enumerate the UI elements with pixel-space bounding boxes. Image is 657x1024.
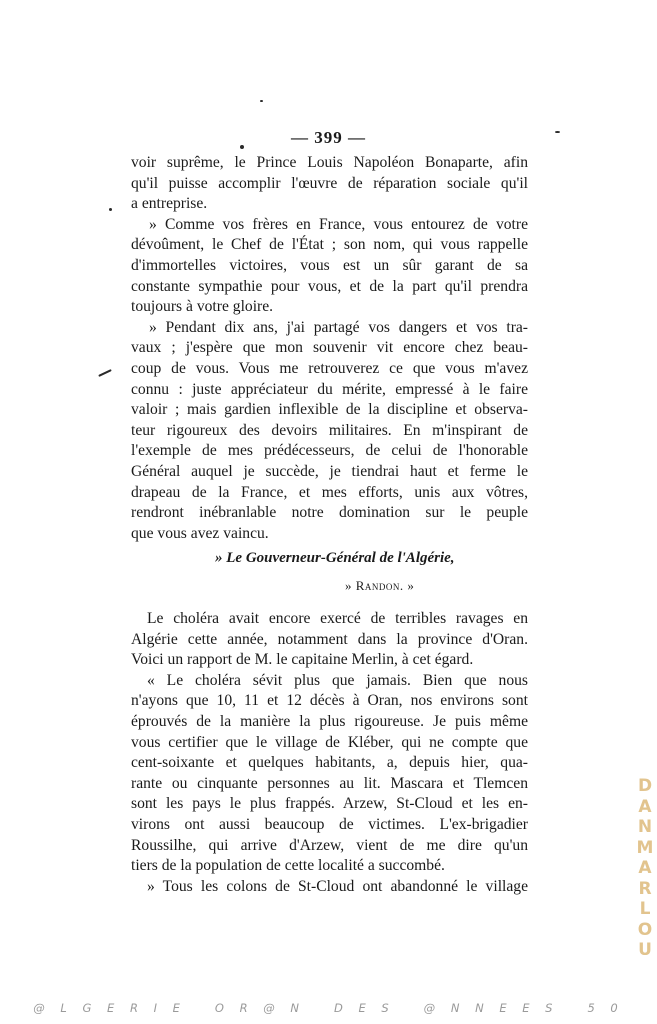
watermark-letter: R (638, 878, 652, 899)
text-line: a entreprise. (131, 195, 208, 213)
text-line: drapeau de la France, et mes efforts, unis aux vôtres, (131, 483, 528, 501)
text-line: constante sympathie pour vous, et de la part qu'il prendra (131, 277, 528, 295)
text-line: Général auquel je succède, je tiendrai haut et ferme le (131, 462, 528, 480)
text-line: l'exemple de mes prédécesseurs, de celui de l'honorable (131, 442, 528, 460)
text-line: rendront inébranlable notre domination sur le peuple (131, 504, 528, 522)
watermark-letter: A (638, 796, 652, 817)
text-line: que vous avez vaincu. (131, 524, 269, 542)
body-text-cholera-report (131, 609, 528, 897)
text-line: Voici un rapport de M. le capitaine Merlin, à cet égard. (131, 651, 474, 669)
watermark-letter: U (638, 940, 652, 960)
watermark-letter: A (638, 858, 652, 878)
text-line: cent-soixante et quelques habitants, a, depuis hier, qua- (131, 754, 528, 772)
text-line: teur rigoureux des devoirs militaires. En m'inspirant de (131, 421, 528, 439)
ink-speck (260, 100, 263, 102)
text-line: n'ayons que 10, 11 et 12 décès à Oran, nos environs sont (131, 692, 528, 710)
text-line: Algérie cette année, notamment dans la province d'Oran. (131, 630, 528, 648)
text-line: voir suprême, le Prince Louis Napoléon Bonaparte, afin (131, 154, 528, 171)
text-line: toujours à votre gloire. (131, 298, 274, 316)
ink-speck (98, 369, 112, 377)
text-line: valoir ; mais gardien inflexible de la discipline et observa- (131, 401, 528, 419)
signature-title: » Le Gouverneur-Général de l'Algérie, (215, 550, 455, 566)
text-line: qu'il puisse accomplir l'œuvre de réparation sociale qu'il (131, 174, 528, 192)
text-line: vaux ; j'espère que mon souvenir vit encore chez beau- (131, 339, 528, 357)
text-line: « Le choléra sévit plus que jamais. Bien que nous (147, 671, 528, 689)
text-line: Roussilhe, qui arrive d'Arzew, vient de me dire qu'un (131, 836, 528, 854)
text-line: » Pendant dix ans, j'ai partagé vos dangers et vos tra- (149, 318, 528, 336)
watermark-letter: O (637, 919, 653, 940)
body-text-proclamation (131, 153, 528, 544)
text-line: vous certifier que le village de Kléber, qui ne compte que (131, 733, 528, 751)
text-line: rante ou cinquante personnes au lit. Mascara et Tlemcen (131, 774, 528, 792)
watermark-letter: L (639, 899, 651, 919)
text-line: virons ont aussi beaucoup de victimes. L'ex-brigadier (131, 815, 528, 833)
text-line: coup de vous. Vous me retrouverez ce que vous m'avez (131, 359, 528, 377)
page-number: — 399 — (291, 128, 366, 147)
watermark-letter: M (636, 837, 654, 858)
text-line: » Comme vos frères en France, vous entourez de votre (149, 215, 528, 233)
text-line: d'immortelles victoires, vous est un sûr garant de sa (131, 256, 528, 274)
text-line: dévoûment, le Chef de l'État ; son nom, qui vous rappelle (131, 236, 528, 254)
signature-name: » Randon. » (345, 578, 415, 593)
ink-speck (109, 208, 112, 211)
text-line: sont les pays le plus frappés. Arzew, St-Cloud et les en- (131, 795, 528, 813)
text-line: Le choléra avait encore exercé de terribles ravages en (147, 610, 528, 627)
footer-watermark: @ L G E R I E O R @ N D E S @ N N E E S 5 0 (33, 1001, 624, 1015)
text-line: » Tous les colons de St-Cloud ont abandonné le village (147, 877, 528, 895)
ink-speck (240, 145, 244, 149)
ink-speck (555, 131, 560, 133)
watermark-letter: D (637, 776, 653, 796)
watermark-vertical (636, 776, 654, 961)
text-line: tiers de la population de cette localité a succombé. (131, 857, 445, 875)
text-line: connu : juste appréciateur du mérite, empressé à le faire (131, 380, 528, 398)
watermark-letter: N (637, 817, 653, 837)
text-line: éprouvés de la manière la plus rigoureuse. Je puis même (131, 712, 528, 730)
